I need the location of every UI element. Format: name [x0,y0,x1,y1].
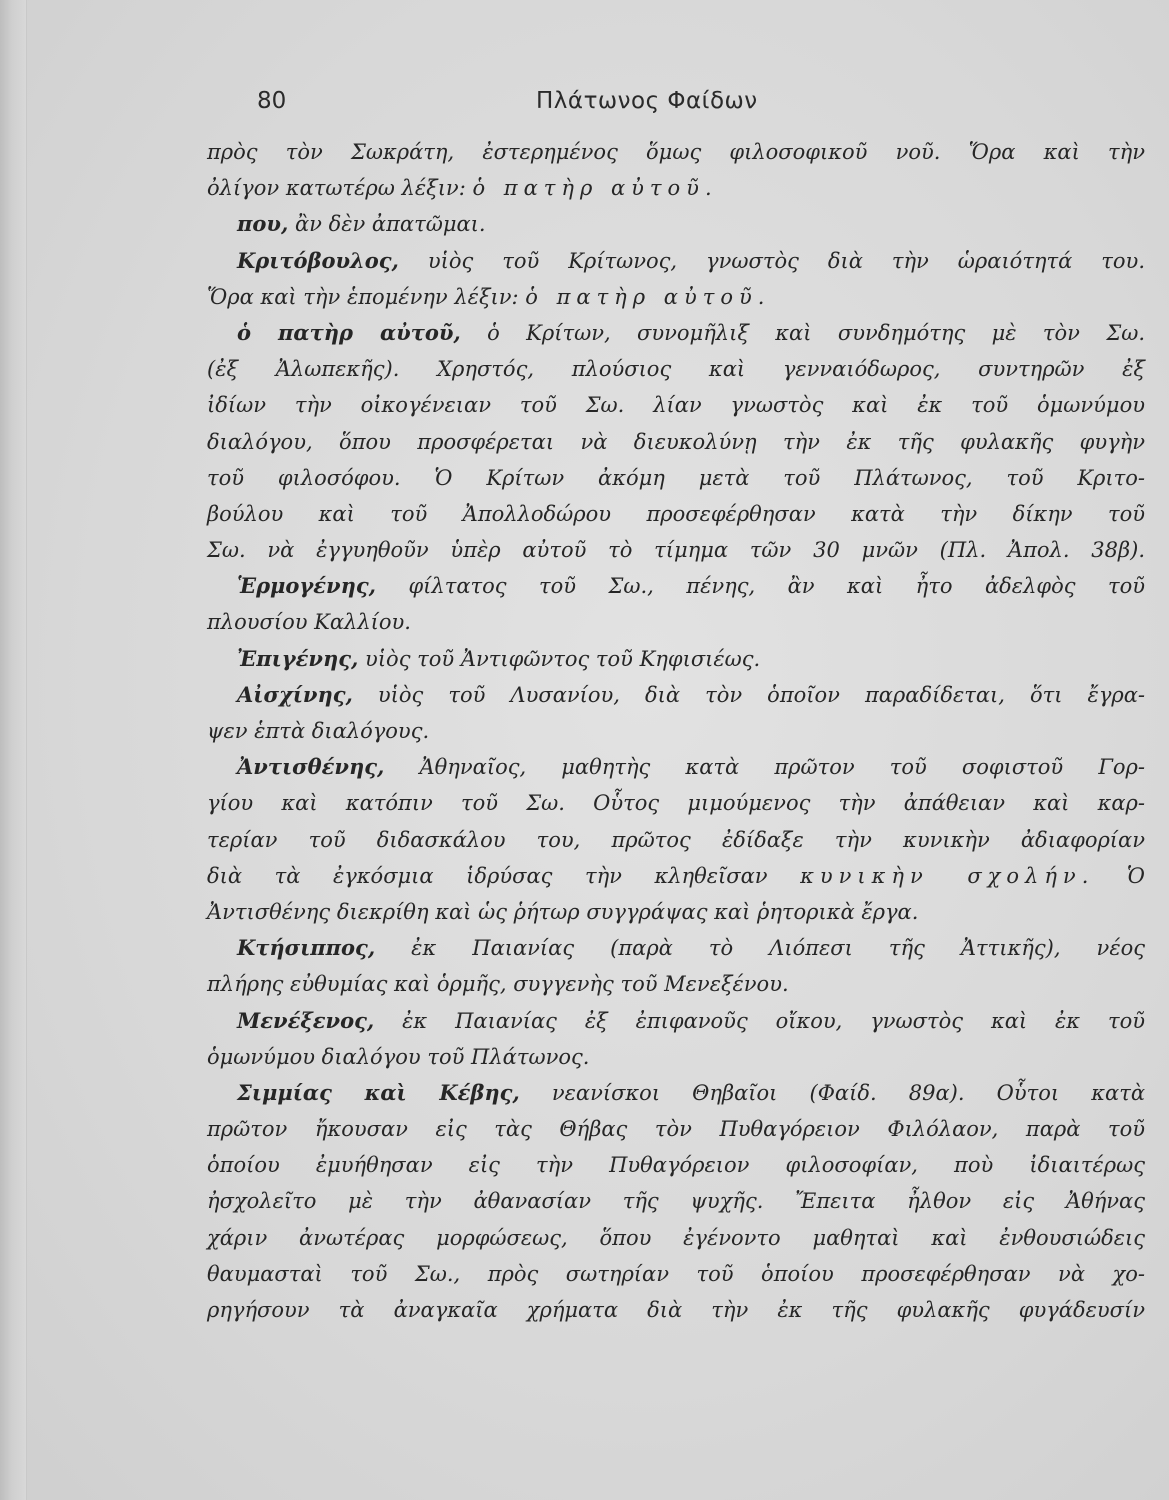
line-text: πρὸς τὸν Σωκράτη, ἐστερημένος ὅμως φιλοσοφικοῦ νοῦ. Ὅρα καὶ τὴν [207,140,1145,164]
entry-term: Κριτόβουλος, [237,247,399,273]
line-text: ὁμωνύμου διαλόγου τοῦ Πλάτωνος. [207,1044,590,1069]
text-line [207,677,1145,713]
running-title: Πλάτωνος Φαίδων [536,88,758,114]
line-text: ὀλίγον κατωτέρω λέξιν: [207,176,473,201]
line-text: πλήρης εὐθυμίας καὶ ὁρμῆς, συγγενὴς τοῦ Μενεξένου. [207,972,789,997]
entry-term: Σιμμίας καὶ Κέβης, [237,1079,520,1105]
line-text: υἱὸς τοῦ Ἀντιφῶντος τοῦ Κηφισιέως. [358,646,761,671]
text-line [207,785,1145,821]
text-line [207,315,1145,351]
page-gutter-edge [0,0,27,1500]
text-line [207,279,1145,315]
line-text: πρῶτον ἤκουσαν εἰς τὰς Θήβας τὸν Πυθαγόρειον Φιλόλαον, παρὰ τοῦ [207,1117,1145,1142]
line-text: ὁποίου ἐμυήθησαν εἰς τὴν Πυθαγόρειον φιλοσοφίαν, ποὺ ἰδιαιτέρως [207,1153,1145,1178]
text-line [207,206,1145,242]
text-line [207,424,1145,460]
line-text: Σω. νὰ ἐγγυηθοῦν ὑπὲρ αὐτοῦ τὸ τίμημα τῶν 30 μνῶν (Πλ. Ἀπολ. 38β). [207,538,1145,563]
entry-term: Ἀντισθένης, [237,754,385,780]
line-text: φίλτατος τοῦ Σω., πένης, ἂν καὶ ἦτο ἀδελφὸς τοῦ [376,574,1145,599]
entry-term: ὁ πατὴρ αὐτοῦ, [237,319,461,345]
text-line [207,966,1145,1002]
text-line [207,1147,1145,1183]
line-text: Ἀθηναῖος, μαθητὴς κατὰ πρῶτον τοῦ σοφιστοῦ Γορ- [384,755,1145,780]
entry-term: Κτήσιππος, [237,935,376,961]
text-line [207,641,1145,677]
line-text: ψεν ἑπτὰ διαλόγους. [207,719,430,743]
text-line [207,134,1145,170]
line-text: τερίαν τοῦ διδασκάλου του, πρῶτος ἐδίδαξε τὴν κυνικὴν ἀδιαφορίαν [207,827,1145,852]
entry-term: Ἐπιγένης, [237,645,359,671]
line-text: Ἀντισθένης διεκρίθη καὶ ὡς ῥήτωρ συγγράψας καὶ ῥητορικὰ ἔργα. [207,899,919,924]
line-text: ὁ Κρίτων, συνομῆλιξ καὶ συνδημότης μὲ τὸν Σω. [460,320,1146,345]
line-text: τοῦ φιλοσόφου. Ὁ Κρίτων ἀκόμη μετὰ τοῦ Πλάτωνος, τοῦ Κριτο- [207,465,1145,490]
text-line [207,858,1145,894]
line-text: πλουσίου Καλλίου. [207,610,411,635]
line-text: γίου καὶ κατόπιν τοῦ Σω. Οὗτος μιμούμενος τὴν ἀπάθειαν καὶ καρ- [207,791,1145,816]
line-text: ἐκ Παιανίας (παρὰ τὸ Λιόπεσι τῆς Ἀττικῆς), νέος [375,936,1145,961]
text-line [207,1183,1145,1219]
line-text: ἰδίων τὴν οἰκογένειαν τοῦ Σω. λίαν γνωστὸς καὶ ἐκ τοῦ ὁμωνύμου [207,393,1145,418]
text-line [207,532,1145,568]
line-text: διαλόγου, ὅπου προσφέρεται νὰ διευκολύνῃ τὴν ἐκ τῆς φυλακῆς φυγὴν [207,429,1145,454]
line-text: ἐκ Παιανίας ἐξ ἐπιφανοῦς οἴκου, γνωστὸς καὶ ἐκ τοῦ [374,1008,1145,1033]
line-text: ἠσχολεῖτο μὲ τὴν ἀθανασίαν τῆς ψυχῆς. Ἔπειτα ἦλθον εἰς Ἀθήνας [207,1189,1145,1214]
text-line [207,713,1145,749]
page-number: 80 [257,88,287,114]
line-text: (ἐξ Ἀλωπεκῆς). Χρηστός, πλούσιος καὶ γενναιόδωρος, συντηρῶν ἐξ [207,357,1145,382]
line-text-tail: Ὁ [1094,863,1145,888]
line-text: νεανίσκοι Θηβαῖοι (Φαίδ. 89α). Οὗτοι κατὰ [519,1080,1145,1105]
text-line [207,460,1145,496]
text-line [207,351,1145,387]
text-line [207,1003,1145,1039]
spaced-emphasis: ὁ πατὴρ αὐτοῦ. [525,284,771,309]
text-line [207,170,1145,206]
entry-term: Αἰσχίνης, [237,681,353,707]
text-line [207,1075,1145,1111]
line-text: ἂν δὲν ἀπατῶμαι. [288,212,486,237]
text-line [207,387,1145,423]
line-text: Ὅρα καὶ τὴν ἑπομένην λέξιν: [207,284,526,309]
text-line [207,243,1145,279]
entry-term: Μενέξενος, [237,1007,375,1033]
text-line [207,749,1145,785]
text-line [207,568,1145,604]
spaced-emphasis: κυνικὴν σχολήν. [800,863,1095,888]
text-line [207,1292,1145,1328]
text-line [207,1256,1145,1292]
line-text: ρηγήσουν τὰ ἀναγκαῖα χρήματα διὰ τὴν ἐκ τῆς φυλακῆς φυγάδευσίν [207,1298,1145,1322]
text-line [207,894,1145,930]
line-text: θαυμασταὶ τοῦ Σω., πρὸς σωτηρίαν τοῦ ὁποίου προσεφέρθησαν νὰ χο- [207,1261,1145,1286]
body-text [207,134,1145,1328]
line-text: υἱὸς τοῦ Λυσανίου, διὰ τὸν ὁποῖον παραδίδεται, ὅτι ἔγρα- [352,682,1145,707]
text-line [207,822,1145,858]
text-line [207,604,1145,640]
entry-term: Ἑρμογένης, [237,573,376,599]
text-line [207,1039,1145,1075]
entry-term: που, [237,211,289,237]
text-line [207,1111,1145,1147]
line-text: χάριν ἀνωτέρας μορφώσεως, ὅπου ἐγένοντο μαθηταὶ καὶ ἐνθουσιώδεις [207,1225,1145,1250]
text-line [207,496,1145,532]
text-line [207,930,1145,966]
page-header [0,80,1169,120]
text-line [207,1220,1145,1256]
line-text: υἱὸς τοῦ Κρίτωνος, γνωστὸς διὰ τὴν ὡραιότητά του. [398,248,1145,273]
line-text: διὰ τὰ ἐγκόσμια ἱδρύσας τὴν κληθεῖσαν [207,863,801,888]
line-text: βούλου καὶ τοῦ Ἀπολλοδώρου προσεφέρθησαν κατὰ τὴν δίκην τοῦ [207,501,1145,526]
spaced-emphasis: ὁ πατὴρ αὐτοῦ. [472,176,718,201]
